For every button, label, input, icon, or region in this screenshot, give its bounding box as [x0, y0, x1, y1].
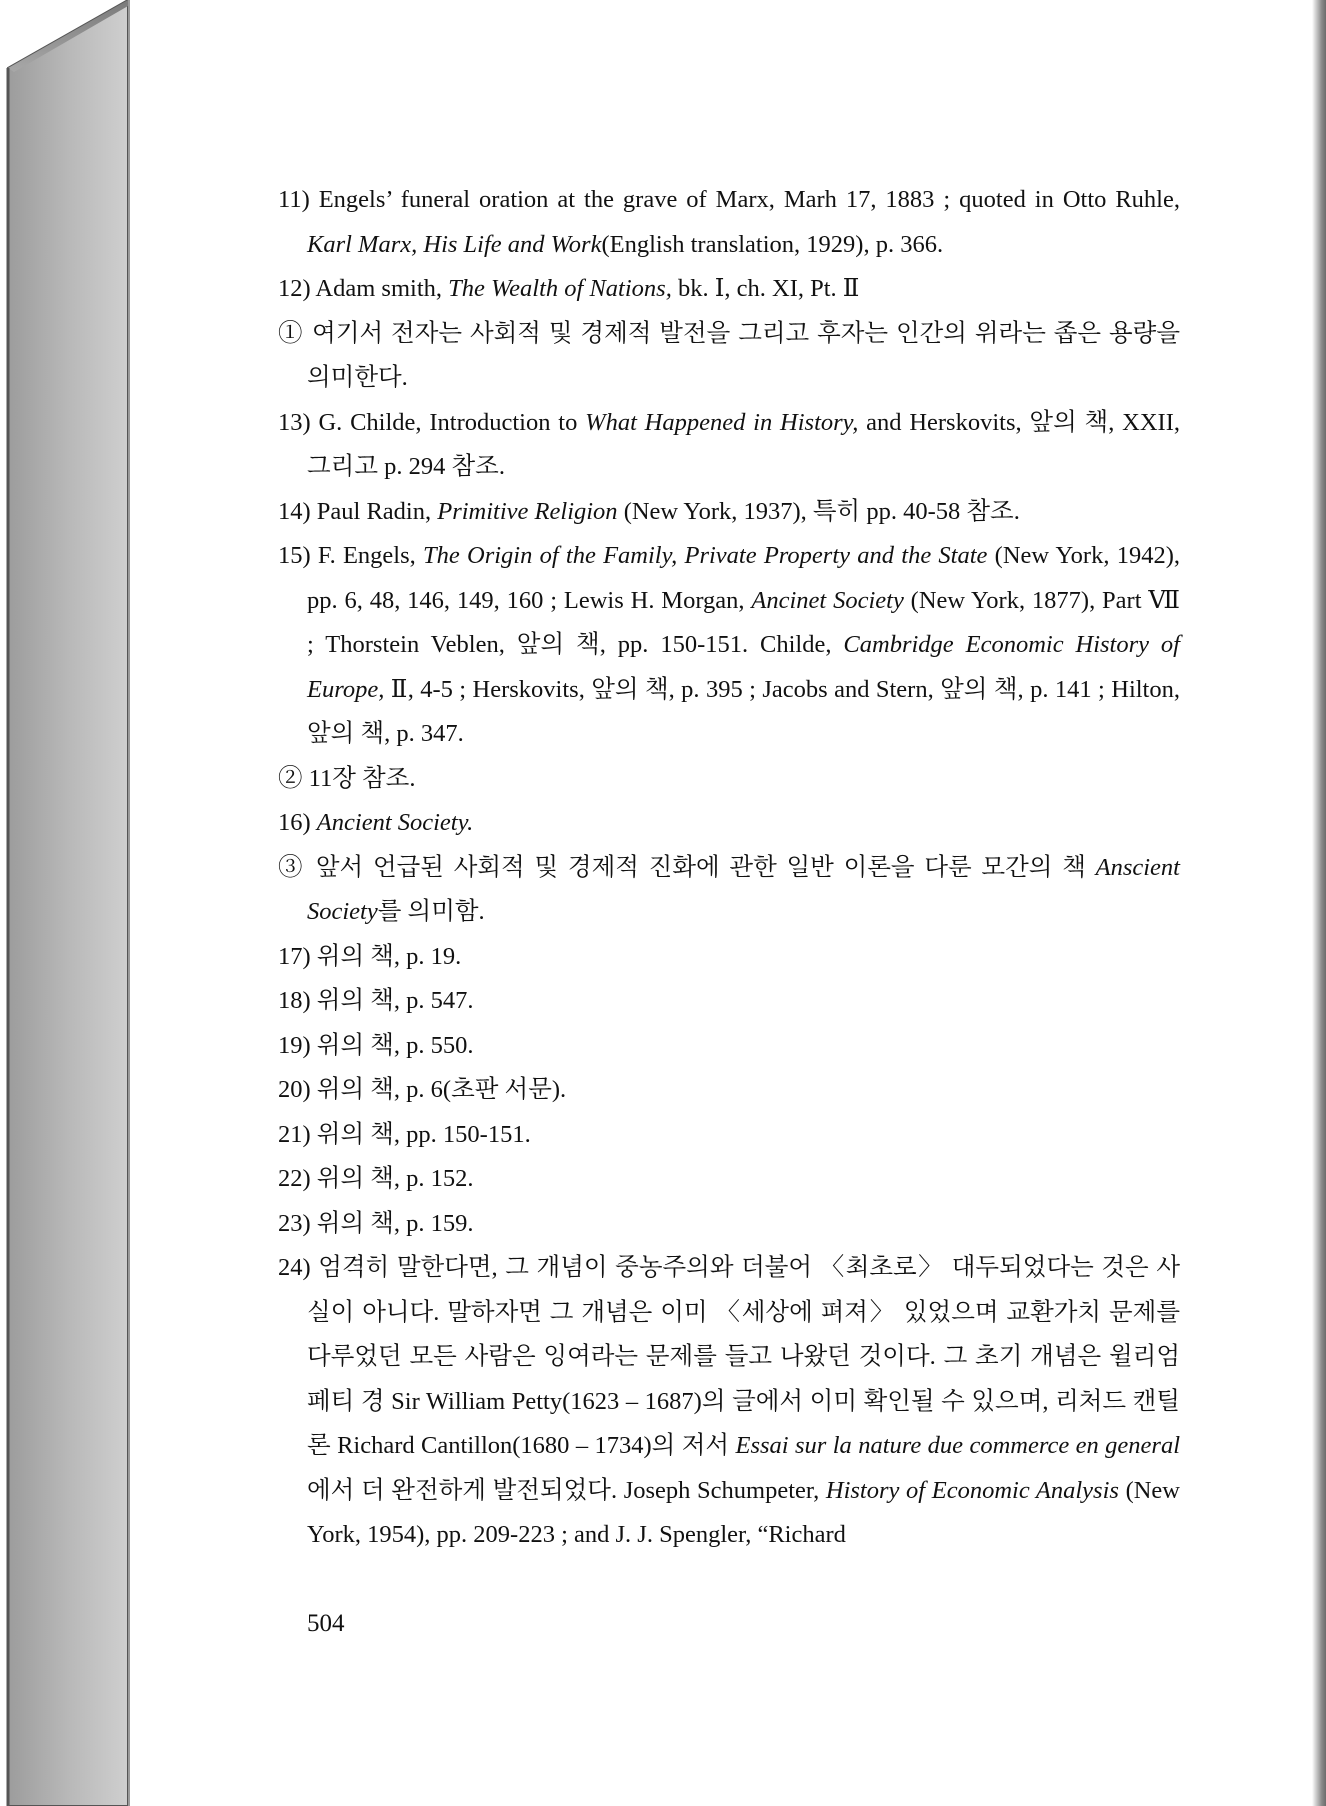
endnote-n24 [278, 1246, 1180, 1558]
endnote-text: 19) 위의 책, p. 550. [278, 1031, 474, 1059]
endnote-text: Ⅱ, 4-5 ; Herskovits, 앞의 책, p. 395 ; Jacobs and Stern, 앞의 책, p. 141 ; Hilton, 앞의 책, p. 347. [307, 675, 1180, 747]
page-number: 504 [307, 1610, 345, 1637]
endnote-n16 [278, 801, 1180, 846]
endnote-text: 15) F. Engels, [278, 542, 423, 569]
endnote-text: 11) Engels’ funeral oration at the grave of Marx, Marh 17, 1883 ; quoted in Otto Ruhle, [278, 186, 1180, 213]
endnote-n18 [278, 979, 1180, 1024]
endnote-text: 를 의미함. [377, 898, 485, 925]
endnote-italic-text: Cambridge Economic History of Europe, [307, 631, 1180, 703]
endnote-italic-text: History of Economic Analysis [825, 1476, 1119, 1504]
endnote-text: (New York, 1942), pp. 6, 48, 146, 149, 160 ; Lewis H. Morgan, [307, 542, 1180, 614]
endnote-n13 [278, 401, 1180, 490]
endnote-n23 [278, 1202, 1180, 1247]
endnote-n19 [278, 1024, 1180, 1069]
endnote-n15 [278, 534, 1180, 757]
endnote-text: ① 여기서 전자는 사회적 및 경제적 발전을 그리고 후자는 인간의 위라는 좁은 용량을 의미한다. [278, 319, 1180, 391]
endnote-text: 23) 위의 책, p. 159. [278, 1209, 474, 1237]
endnote-italic-text: Karl Marx, [307, 230, 418, 258]
endnote-text: 17) 위의 책, p. 19. [278, 942, 462, 970]
endnote-text: ③ 앞서 언급된 사회적 및 경제적 진화에 관한 일반 이론을 다룬 모간의 책 [278, 853, 1096, 881]
endnote-text: 16) [278, 809, 317, 836]
endnote-text: bk. Ⅰ, ch. XI, Pt. Ⅱ [671, 275, 860, 302]
endnote-text: 20) 위의 책, p. 6(초판 서문). [278, 1076, 567, 1103]
endnote-italic-text: Anscient Society [307, 853, 1180, 925]
endnote-text: 에서 더 완전하게 발전되었다. Joseph Schumpeter, [307, 1476, 826, 1504]
endnote-italic-text: His Life and Work [423, 230, 602, 258]
endnote-text: ② 11장 참조. [278, 764, 416, 792]
endnote-n21 [278, 1113, 1180, 1158]
endnote-n20 [278, 1068, 1180, 1113]
endnote-c2 [278, 757, 1180, 802]
endnote-italic-text: Ancinet Society [751, 586, 904, 614]
endnote-c3 [278, 846, 1180, 935]
endnote-text: 12) Adam smith, [278, 275, 449, 302]
endnote-italic-text: The Wealth of Nations, [448, 275, 672, 302]
endnote-text: 13) G. Childe, Introduction to [278, 408, 586, 436]
endnote-italic-text: Ancient Society. [316, 809, 474, 836]
endnote-text: (New York, 1877), Part Ⅶ ; Thorstein Veblen, 앞의 책, pp. 150-151. Childe, [307, 586, 1180, 658]
endnote-n17 [278, 935, 1180, 980]
endnote-italic-text: Essai sur la nature due commerce en general [735, 1432, 1181, 1459]
endnote-italic-text: The Origin of the Family, Private Property and the State [423, 542, 988, 569]
endnote-text: (English translation, 1929), p. 366. [601, 230, 944, 258]
endnote-n22 [278, 1157, 1180, 1202]
page-edge-shadow [1312, 0, 1326, 1806]
endnotes-list [278, 178, 1180, 1558]
endnote-text: 21) 위의 책, pp. 150-151. [278, 1120, 531, 1148]
endnote-n12 [278, 267, 1180, 312]
endnote-italic-text: Primitive Religion [437, 497, 618, 525]
endnote-italic-text: What Happened in History, [585, 408, 859, 436]
endnote-text: 22) 위의 책, p. 152. [278, 1165, 474, 1192]
endnote-text: and Herskovits, 앞의 책, XXII, 그리고 p. 294 참조. [307, 408, 1180, 480]
endnote-text: 14) Paul Radin, [278, 497, 438, 525]
endnote-text: (New York, 1937), 특히 pp. 40-58 참조. [617, 497, 1020, 525]
endnote-text: 18) 위의 책, p. 547. [278, 987, 474, 1014]
endnote-text: (New York, 1954), pp. 209-223 ; and J. J. Spengler, “Richard [307, 1476, 1180, 1548]
endnote-n14 [278, 490, 1180, 535]
endnote-n11 [278, 178, 1180, 267]
endnote-text: 24) 엄격히 말한다면, 그 개념이 중농주의와 더불어 〈최초로〉 대두되었다는 것은 사실이 아니다. 말하자면 그 개념은 이미 〈세상에 펴져〉 있었으며 교환가치 문제를 다루었던 모든 사람은 잉여라는 문제를 들고 나왔던 것이다. 그 초기 개념은 윌리엄 페티 경 Sir William Petty(1623 – 1687)의 글에서 이미 확인될 수 있으며, 리처드 캔틸론 Richard Cantillon(1680 – 1734)의 저서 [278, 1254, 1180, 1459]
endnote-c1 [278, 312, 1180, 401]
